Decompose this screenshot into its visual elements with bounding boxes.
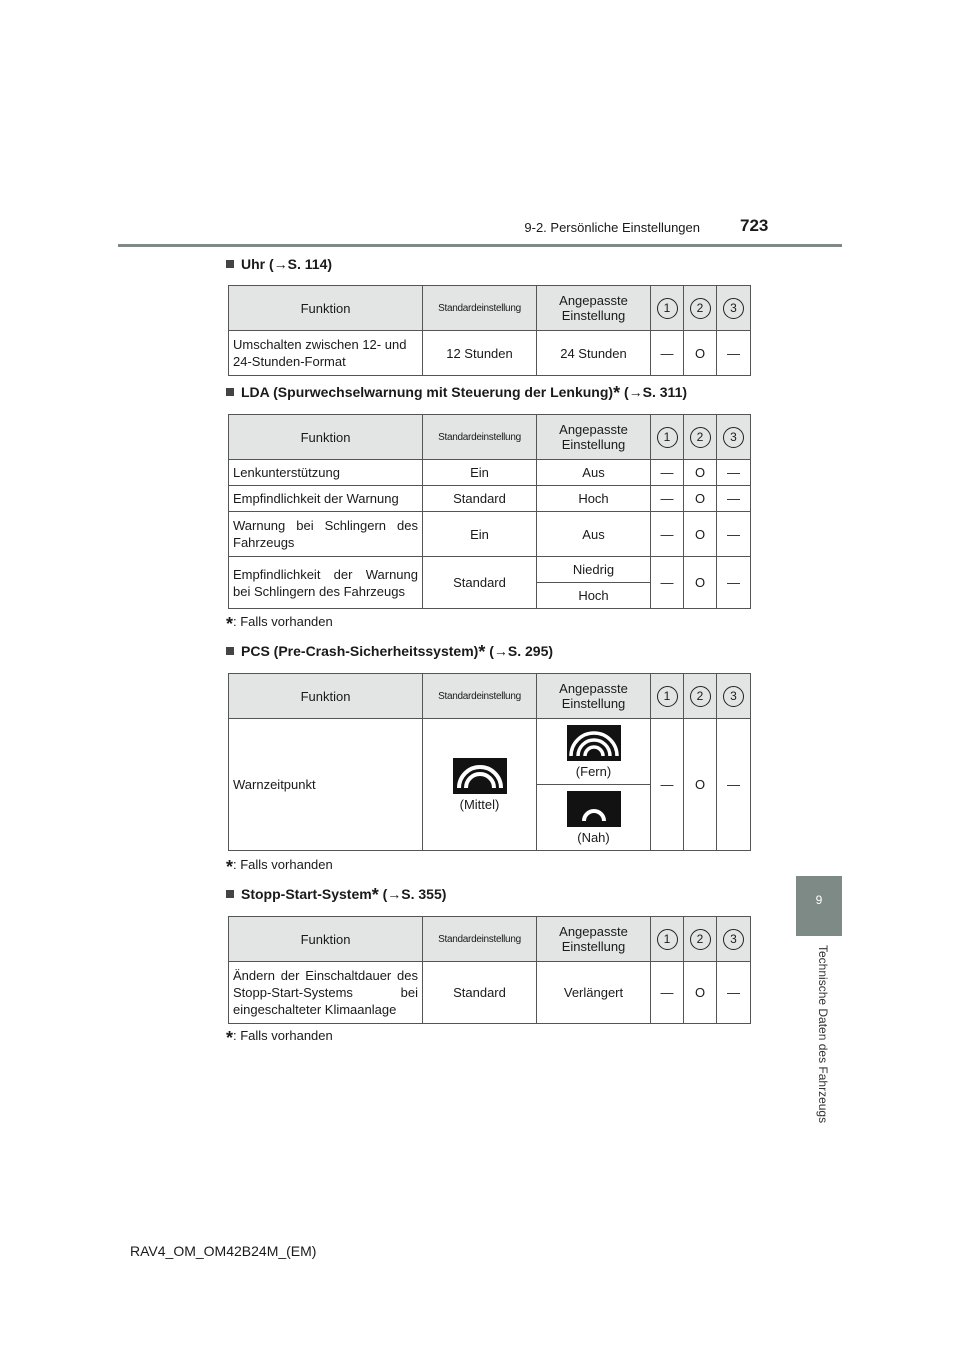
- table-row: [229, 331, 751, 376]
- cell-funktion: Warnzeitpunkt: [229, 719, 423, 851]
- table-header-row: [229, 415, 751, 460]
- header-rule: [118, 244, 842, 247]
- cell-c3: —: [717, 557, 751, 609]
- table-row: [229, 962, 751, 1024]
- cell-c3: —: [717, 460, 751, 486]
- section-heading-stopp-start: Stopp-Start-System* (→S. 355): [226, 886, 446, 902]
- table-uhr: [228, 285, 751, 376]
- cell-angepasst: Hoch: [537, 486, 651, 512]
- cell-c2: O: [684, 331, 717, 376]
- col-standard: Standardeinstellung: [423, 286, 537, 331]
- cell-funktion: Lenkunterstützung: [229, 460, 423, 486]
- col-circle-3: 3: [723, 427, 744, 448]
- pcs-distance-far-icon: [567, 725, 621, 761]
- cell-angepasst: (Nah): [537, 785, 651, 851]
- col-standard: Standardeinstellung: [423, 917, 537, 962]
- cell-c3: —: [717, 331, 751, 376]
- col-circle-2: 2: [690, 427, 711, 448]
- cell-funktion: Empfindlichkeit der Warnung bei Schlingern des Fahrzeugs: [229, 557, 423, 609]
- table-row: [229, 557, 751, 583]
- cell-funktion: Ändern der Einschaltdauer des Stopp-Start-Systems bei eingeschalteter Klimaanlage: [229, 962, 423, 1024]
- cell-c2: O: [684, 460, 717, 486]
- table-row: [229, 719, 751, 785]
- cell-c2: O: [684, 962, 717, 1024]
- cell-angepasst: Aus: [537, 512, 651, 557]
- cell-c1: —: [651, 962, 684, 1024]
- cell-angepasst: 24 Stunden: [537, 331, 651, 376]
- col-funktion: Funktion: [229, 286, 423, 331]
- cell-standard: Ein: [423, 512, 537, 557]
- col-standard: Standardeinstellung: [423, 674, 537, 719]
- table-pcs: [228, 673, 751, 851]
- footnote: *: Falls vorhanden: [226, 1028, 333, 1048]
- cell-c3: —: [717, 962, 751, 1024]
- cell-standard: 12 Stunden: [423, 331, 537, 376]
- cell-c3: —: [717, 486, 751, 512]
- cell-c2: O: [684, 486, 717, 512]
- cell-funktion: Warnung bei Schlingern des Fahrzeugs: [229, 512, 423, 557]
- cell-angepasst: (Fern): [537, 719, 651, 785]
- cell-c3: —: [717, 512, 751, 557]
- col-funktion: Funktion: [229, 415, 423, 460]
- cell-standard: Standard: [423, 962, 537, 1024]
- table-header-row: [229, 286, 751, 331]
- col-circle-2: 2: [690, 298, 711, 319]
- table-stopp-start: [228, 916, 751, 1024]
- cell-standard: (Mittel): [423, 719, 537, 851]
- col-circle-3: 3: [723, 686, 744, 707]
- document-code: RAV4_OM_OM42B24M_(EM): [130, 1243, 317, 1259]
- cell-angepasst: Niedrig: [537, 557, 651, 583]
- cell-c1: —: [651, 460, 684, 486]
- cell-funktion: Umschalten zwischen 12- und 24-Stunden-Format: [229, 331, 423, 376]
- square-bullet-icon: [226, 388, 234, 396]
- table-lda: [228, 414, 751, 609]
- col-circle-3: 3: [723, 929, 744, 950]
- cell-c2: O: [684, 557, 717, 609]
- chapter-tab-label: Technische Daten des Fahrzeugs: [816, 945, 830, 1124]
- table-header-row: [229, 674, 751, 719]
- square-bullet-icon: [226, 890, 234, 898]
- cell-standard: Standard: [423, 557, 537, 609]
- col-circle-2: 2: [690, 929, 711, 950]
- col-angepasst: Angepasste Einstellung: [537, 415, 651, 460]
- cell-c3: —: [717, 719, 751, 851]
- footnote: *: Falls vorhanden: [226, 614, 333, 634]
- cell-c1: —: [651, 331, 684, 376]
- section-title: 9-2. Persönliche Einstellungen: [524, 220, 700, 235]
- section-heading-pcs: PCS (Pre-Crash-Sicherheitssystem)* (→S. 295): [226, 643, 553, 659]
- square-bullet-icon: [226, 647, 234, 655]
- cell-angepasst: Aus: [537, 460, 651, 486]
- col-circle-1: 1: [657, 929, 678, 950]
- cell-c1: —: [651, 512, 684, 557]
- cell-standard: Ein: [423, 460, 537, 486]
- col-circle-1: 1: [657, 427, 678, 448]
- col-angepasst: Angepasste Einstellung: [537, 917, 651, 962]
- table-header-row: [229, 917, 751, 962]
- col-funktion: Funktion: [229, 674, 423, 719]
- cell-c1: —: [651, 557, 684, 609]
- pcs-distance-near-icon: [567, 791, 621, 827]
- col-angepasst: Angepasste Einstellung: [537, 674, 651, 719]
- cell-c1: —: [651, 719, 684, 851]
- col-angepasst: Angepasste Einstellung: [537, 286, 651, 331]
- cell-c1: —: [651, 486, 684, 512]
- cell-standard: Standard: [423, 486, 537, 512]
- table-row: [229, 486, 751, 512]
- col-circle-2: 2: [690, 686, 711, 707]
- cell-angepasst: Hoch: [537, 583, 651, 609]
- cell-angepasst: Verlängert: [537, 962, 651, 1024]
- col-circle-3: 3: [723, 298, 744, 319]
- cell-c2: O: [684, 719, 717, 851]
- col-circle-1: 1: [657, 686, 678, 707]
- col-circle-1: 1: [657, 298, 678, 319]
- section-heading-lda: LDA (Spurwechselwarnung mit Steuerung der Lenkung)* (→S. 311): [226, 384, 687, 400]
- footnote: *: Falls vorhanden: [226, 857, 333, 877]
- col-standard: Standardeinstellung: [423, 415, 537, 460]
- col-funktion: Funktion: [229, 917, 423, 962]
- chapter-tab: 9: [796, 876, 842, 936]
- table-row: [229, 512, 751, 557]
- section-heading-uhr: Uhr (→S. 114): [226, 256, 332, 272]
- cell-funktion: Empfindlichkeit der Warnung: [229, 486, 423, 512]
- page-number: 723: [740, 216, 769, 235]
- table-row: [229, 460, 751, 486]
- square-bullet-icon: [226, 260, 234, 268]
- pcs-distance-medium-icon: [453, 758, 507, 794]
- cell-c2: O: [684, 512, 717, 557]
